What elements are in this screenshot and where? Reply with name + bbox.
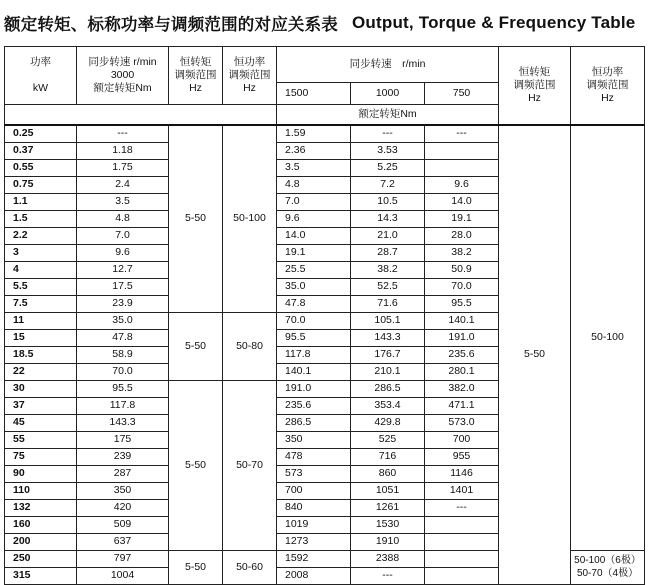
cell-torque-1500: 4.8 — [277, 176, 351, 193]
cell-torque-1500: 840 — [277, 499, 351, 516]
cell-torque-1500: 95.5 — [277, 329, 351, 346]
cell-torque-3000: 3.5 — [77, 193, 169, 210]
cell-torque-1000: 28.7 — [351, 244, 425, 261]
cell-power: 45 — [5, 414, 77, 431]
header-const-torque-range: 恒转矩 调频范围 Hz — [169, 47, 223, 105]
cell-torque-1000: --- — [351, 567, 425, 584]
cell-torque-3000: 17.5 — [77, 278, 169, 295]
cell-torque-750: --- — [425, 125, 499, 143]
cell-power: 0.55 — [5, 159, 77, 176]
cell-power: 7.5 — [5, 295, 77, 312]
cell-torque-750 — [425, 533, 499, 550]
cell-torque-3000: 1.75 — [77, 159, 169, 176]
cell-torque-1000: 353.4 — [351, 397, 425, 414]
cell-torque-1000: --- — [351, 125, 425, 143]
cell-power: 30 — [5, 380, 77, 397]
cell-power: 132 — [5, 499, 77, 516]
cell-torque-1500: 2008 — [277, 567, 351, 584]
cell-torque-750: 9.6 — [425, 176, 499, 193]
cell-torque-1000: 52.5 — [351, 278, 425, 295]
cell-torque-1000: 860 — [351, 465, 425, 482]
header-const-torque-range-right: 恒转矩 调频范围 Hz — [499, 47, 571, 125]
cell-power: 0.37 — [5, 142, 77, 159]
cell-torque-750: 28.0 — [425, 227, 499, 244]
table-title — [0, 0, 650, 46]
cell-const-torque-range: 5-50 — [169, 550, 223, 584]
header-speed-750: 750 — [425, 83, 499, 105]
cell-torque-750 — [425, 516, 499, 533]
header-rated-torque-right: 额定转矩Nm — [277, 105, 499, 125]
cell-torque-3000: 420 — [77, 499, 169, 516]
cell-torque-1000: 3.53 — [351, 142, 425, 159]
cell-torque-1500: 1019 — [277, 516, 351, 533]
cell-torque-1000: 14.3 — [351, 210, 425, 227]
cell-power: 90 — [5, 465, 77, 482]
cell-torque-1000: 38.2 — [351, 261, 425, 278]
cell-torque-3000: 47.8 — [77, 329, 169, 346]
cell-torque-3000: 58.9 — [77, 346, 169, 363]
cell-torque-3000: 95.5 — [77, 380, 169, 397]
cell-const-power-range: 50-60 — [223, 550, 277, 584]
cell-torque-3000: 797 — [77, 550, 169, 567]
cell-power: 37 — [5, 397, 77, 414]
cell-torque-1000: 176.7 — [351, 346, 425, 363]
output-torque-frequency-table — [4, 46, 645, 585]
cell-torque-3000: 117.8 — [77, 397, 169, 414]
cell-torque-1500: 1273 — [277, 533, 351, 550]
cell-torque-1500: 478 — [277, 448, 351, 465]
cell-torque-1000: 1910 — [351, 533, 425, 550]
header-sync-speed-3000: 同步转速 r/min 3000 额定转矩Nm — [77, 47, 169, 105]
cell-torque-1000: 2388 — [351, 550, 425, 567]
cell-torque-1500: 700 — [277, 482, 351, 499]
cell-torque-1000: 143.3 — [351, 329, 425, 346]
cell-power: 15 — [5, 329, 77, 346]
table-row — [5, 125, 645, 143]
cell-torque-750: 50.9 — [425, 261, 499, 278]
cell-const-power-range: 50-70 — [223, 380, 277, 550]
cell-torque-1000: 105.1 — [351, 312, 425, 329]
cell-power: 18.5 — [5, 346, 77, 363]
cell-torque-750: 1146 — [425, 465, 499, 482]
cell-torque-3000: 70.0 — [77, 363, 169, 380]
cell-power: 315 — [5, 567, 77, 584]
cell-torque-1500: 286.5 — [277, 414, 351, 431]
header-speed-1500: 1500 — [277, 83, 351, 105]
cell-torque-1000: 1051 — [351, 482, 425, 499]
cell-torque-1500: 117.8 — [277, 346, 351, 363]
cell-torque-3000: 23.9 — [77, 295, 169, 312]
cell-torque-3000: 2.4 — [77, 176, 169, 193]
cell-right-const-power-range: 50-100 — [571, 125, 645, 551]
cell-torque-3000: 239 — [77, 448, 169, 465]
cell-torque-1000: 5.25 — [351, 159, 425, 176]
cell-torque-1500: 47.8 — [277, 295, 351, 312]
cell-torque-3000: 509 — [77, 516, 169, 533]
cell-torque-750 — [425, 142, 499, 159]
cell-power: 55 — [5, 431, 77, 448]
cell-right-const-torque-range: 5-50 — [499, 125, 571, 585]
cell-torque-3000: 1.18 — [77, 142, 169, 159]
cell-power: 75 — [5, 448, 77, 465]
cell-torque-1500: 350 — [277, 431, 351, 448]
cell-torque-1000: 10.5 — [351, 193, 425, 210]
cell-torque-750: 38.2 — [425, 244, 499, 261]
cell-torque-3000: 35.0 — [77, 312, 169, 329]
cell-torque-3000: 9.6 — [77, 244, 169, 261]
power-range-4-pole: 50-70（4极） — [576, 568, 639, 579]
cell-torque-1000: 21.0 — [351, 227, 425, 244]
cell-torque-1000: 1261 — [351, 499, 425, 516]
cell-torque-750: 1401 — [425, 482, 499, 499]
cell-torque-750: 955 — [425, 448, 499, 465]
table-body — [5, 125, 645, 585]
cell-power: 200 — [5, 533, 77, 550]
cell-torque-750 — [425, 550, 499, 567]
cell-torque-750: 95.5 — [425, 295, 499, 312]
cell-const-power-range: 50-100 — [223, 125, 277, 313]
cell-torque-750: 235.6 — [425, 346, 499, 363]
cell-torque-750: --- — [425, 499, 499, 516]
cell-torque-750: 191.0 — [425, 329, 499, 346]
cell-power: 11 — [5, 312, 77, 329]
cell-power: 4 — [5, 261, 77, 278]
cell-torque-3000: --- — [77, 125, 169, 143]
cell-torque-1500: 1592 — [277, 550, 351, 567]
cell-torque-1000: 210.1 — [351, 363, 425, 380]
header-power: 功率 kW — [5, 47, 77, 105]
cell-torque-1500: 1.59 — [277, 125, 351, 143]
cell-torque-750: 19.1 — [425, 210, 499, 227]
cell-torque-1000: 429.8 — [351, 414, 425, 431]
cell-torque-750: 700 — [425, 431, 499, 448]
cell-torque-1000: 716 — [351, 448, 425, 465]
cell-torque-3000: 637 — [77, 533, 169, 550]
cell-torque-1000: 286.5 — [351, 380, 425, 397]
cell-power: 22 — [5, 363, 77, 380]
header-const-power-range-right: 恒功率 调频范围 Hz — [571, 47, 645, 125]
cell-torque-1000: 7.2 — [351, 176, 425, 193]
cell-torque-1500: 14.0 — [277, 227, 351, 244]
header-const-power-range: 恒功率 调频范围 Hz — [223, 47, 277, 105]
cell-torque-1000: 1530 — [351, 516, 425, 533]
cell-power: 1.1 — [5, 193, 77, 210]
cell-torque-750: 140.1 — [425, 312, 499, 329]
cell-torque-750: 280.1 — [425, 363, 499, 380]
cell-torque-1500: 70.0 — [277, 312, 351, 329]
cell-const-torque-range: 5-50 — [169, 312, 223, 380]
cell-const-power-range: 50-80 — [223, 312, 277, 380]
cell-torque-750 — [425, 159, 499, 176]
cell-torque-1500: 9.6 — [277, 210, 351, 227]
power-range-6-pole: 50-100（6极） — [574, 555, 641, 566]
cell-power: 0.75 — [5, 176, 77, 193]
cell-power: 1.5 — [5, 210, 77, 227]
cell-torque-3000: 7.0 — [77, 227, 169, 244]
cell-torque-3000: 175 — [77, 431, 169, 448]
cell-torque-3000: 4.8 — [77, 210, 169, 227]
cell-torque-750: 14.0 — [425, 193, 499, 210]
cell-torque-1500: 35.0 — [277, 278, 351, 295]
cell-torque-3000: 12.7 — [77, 261, 169, 278]
cell-power: 110 — [5, 482, 77, 499]
title-english: Output, Torque & Frequency Table — [352, 13, 636, 32]
cell-power: 0.25 — [5, 125, 77, 143]
cell-torque-1500: 573 — [277, 465, 351, 482]
cell-torque-1500: 25.5 — [277, 261, 351, 278]
cell-torque-750: 70.0 — [425, 278, 499, 295]
cell-torque-3000: 143.3 — [77, 414, 169, 431]
cell-torque-750: 573.0 — [425, 414, 499, 431]
cell-power: 3 — [5, 244, 77, 261]
header-speed-1000: 1000 — [351, 83, 425, 105]
cell-torque-1500: 140.1 — [277, 363, 351, 380]
cell-torque-1500: 191.0 — [277, 380, 351, 397]
header-spacer — [5, 105, 277, 125]
title-chinese: 额定转矩、标称功率与调频范围的对应关系表 — [4, 15, 338, 34]
cell-torque-3000: 1004 — [77, 567, 169, 584]
cell-torque-1500: 7.0 — [277, 193, 351, 210]
cell-torque-1500: 235.6 — [277, 397, 351, 414]
cell-torque-750: 382.0 — [425, 380, 499, 397]
cell-power: 160 — [5, 516, 77, 533]
cell-torque-1500: 19.1 — [277, 244, 351, 261]
cell-const-torque-range: 5-50 — [169, 380, 223, 550]
cell-torque-3000: 350 — [77, 482, 169, 499]
header-sync-speed-right: 同步转速 r/min — [277, 47, 499, 83]
cell-torque-1000: 71.6 — [351, 295, 425, 312]
cell-torque-750: 471.1 — [425, 397, 499, 414]
cell-power: 5.5 — [5, 278, 77, 295]
cell-power: 250 — [5, 550, 77, 567]
cell-torque-1500: 3.5 — [277, 159, 351, 176]
cell-torque-750 — [425, 567, 499, 584]
cell-torque-1000: 525 — [351, 431, 425, 448]
cell-const-torque-range: 5-50 — [169, 125, 223, 313]
cell-torque-1500: 2.36 — [277, 142, 351, 159]
cell-torque-3000: 287 — [77, 465, 169, 482]
cell-power: 2.2 — [5, 227, 77, 244]
